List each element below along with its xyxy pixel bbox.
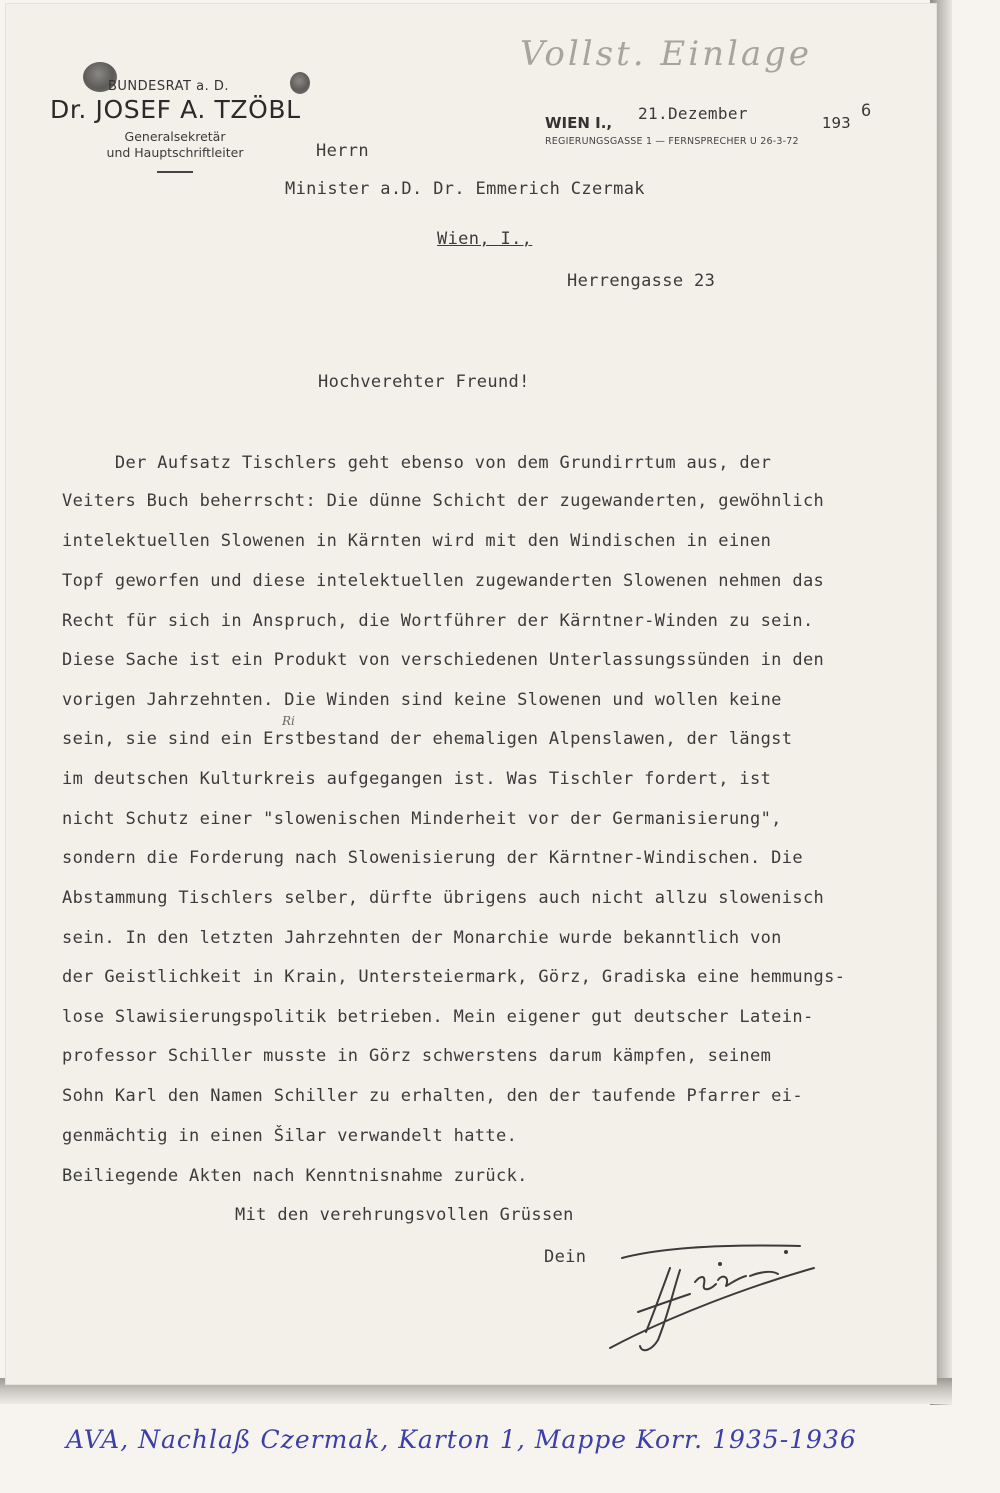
closing-line: Mit den verehrungsvollen Grüssen: [235, 1205, 574, 1225]
recipient-salutation: Herrn: [316, 141, 369, 161]
body-line: sein, sie sind ein Erstbestand der ehemaligen Alpenslawen, der längst: [62, 729, 793, 749]
greeting: Hochverehter Freund!: [318, 372, 530, 392]
punch-hole-right: [290, 72, 310, 94]
body-line: vorigen Jahrzehnten. Die Winden sind keine Slowenen und wollen keine: [62, 690, 782, 710]
letter-date: 21.Dezember: [638, 104, 748, 123]
pencil-annotation: Vollst. Einlage: [520, 34, 812, 74]
body-line: Veiters Buch beherrscht: Die dünne Schicht der zugewanderten, gewöhnlich: [62, 491, 825, 511]
body-line: Topf geworfen und diese intelektuellen zugewanderten Slowenen nehmen das: [62, 571, 825, 591]
body-line: nicht Schutz einer "slowenischen Minderheit vor der Germanisierung",: [62, 809, 782, 829]
body-line: im deutschen Kulturkreis aufgegangen ist. Was Tischler fordert, ist: [62, 769, 772, 789]
handwritten-signature: [600, 1240, 830, 1370]
body-line: der Geistlichkeit in Krain, Untersteiermark, Görz, Gradiska eine hemmungs-: [62, 967, 846, 987]
handwritten-correction: Ri: [282, 714, 295, 728]
body-line: sondern die Forderung nach Slowenisierung der Kärntner-Windischen. Die: [62, 848, 803, 868]
letterhead-name: Dr. JOSEF A. TZÖBL: [50, 95, 301, 124]
body-line: lose Slawisierungspolitik betrieben. Mein eigener gut deutscher Latein-: [62, 1007, 814, 1027]
body-line: Abstammung Tischlers selber, dürfte übrigens auch nicht allzu slowenisch: [62, 888, 825, 908]
body-line: professor Schiller musste in Görz schwerstens darum kämpfen, seinem: [62, 1046, 772, 1066]
archive-reference-note: AVA, Nachlaß Czermak, Karton 1, Mappe Korr. 1935-1936: [66, 1425, 857, 1454]
letterhead-title-line1: Generalsekretär: [124, 129, 226, 144]
sign-off: Dein: [544, 1247, 587, 1267]
letterhead-divider: [157, 171, 193, 173]
body-line: Beiliegende Akten nach Kenntnisnahme zurück.: [62, 1166, 528, 1186]
body-line: Der Aufsatz Tischlers geht ebenso von dem Grundirrtum aus, der: [62, 453, 772, 473]
recipient-name: Minister a.D. Dr. Emmerich Czermak: [285, 179, 645, 199]
letterhead-address: REGIERUNGSGASSE 1 — FERNSPRECHER U 26-3-72: [545, 136, 799, 147]
year-digit: 6: [861, 101, 872, 121]
body-line: intelektuellen Slowenen in Kärnten wird mit den Windischen in einen: [62, 531, 772, 551]
letterhead-org: BUNDESRAT a. D.: [108, 79, 229, 94]
body-line: Diese Sache ist ein Produkt von verschiedenen Unterlassungssünden in den: [62, 650, 825, 670]
body-line: Sohn Karl den Namen Schiller zu erhalten, den der taufende Pfarrer ei-: [62, 1086, 803, 1106]
place-city: WIEN I.,: [545, 114, 613, 132]
recipient-city: Wien, I.,: [437, 229, 533, 249]
body-line: sein. In den letzten Jahrzehnten der Monarchie wurde bekanntlich von: [62, 928, 782, 948]
recipient-street: Herrengasse 23: [567, 271, 716, 291]
letterhead-title-line2: und Hauptschriftleiter: [106, 145, 244, 160]
body-line: genmächtig in einen Šilar verwandelt hatte.: [62, 1126, 518, 1146]
body-line: Recht für sich in Anspruch, die Wortführer der Kärntner-Winden zu sein.: [62, 611, 814, 631]
year-prefix: 193: [822, 114, 851, 132]
